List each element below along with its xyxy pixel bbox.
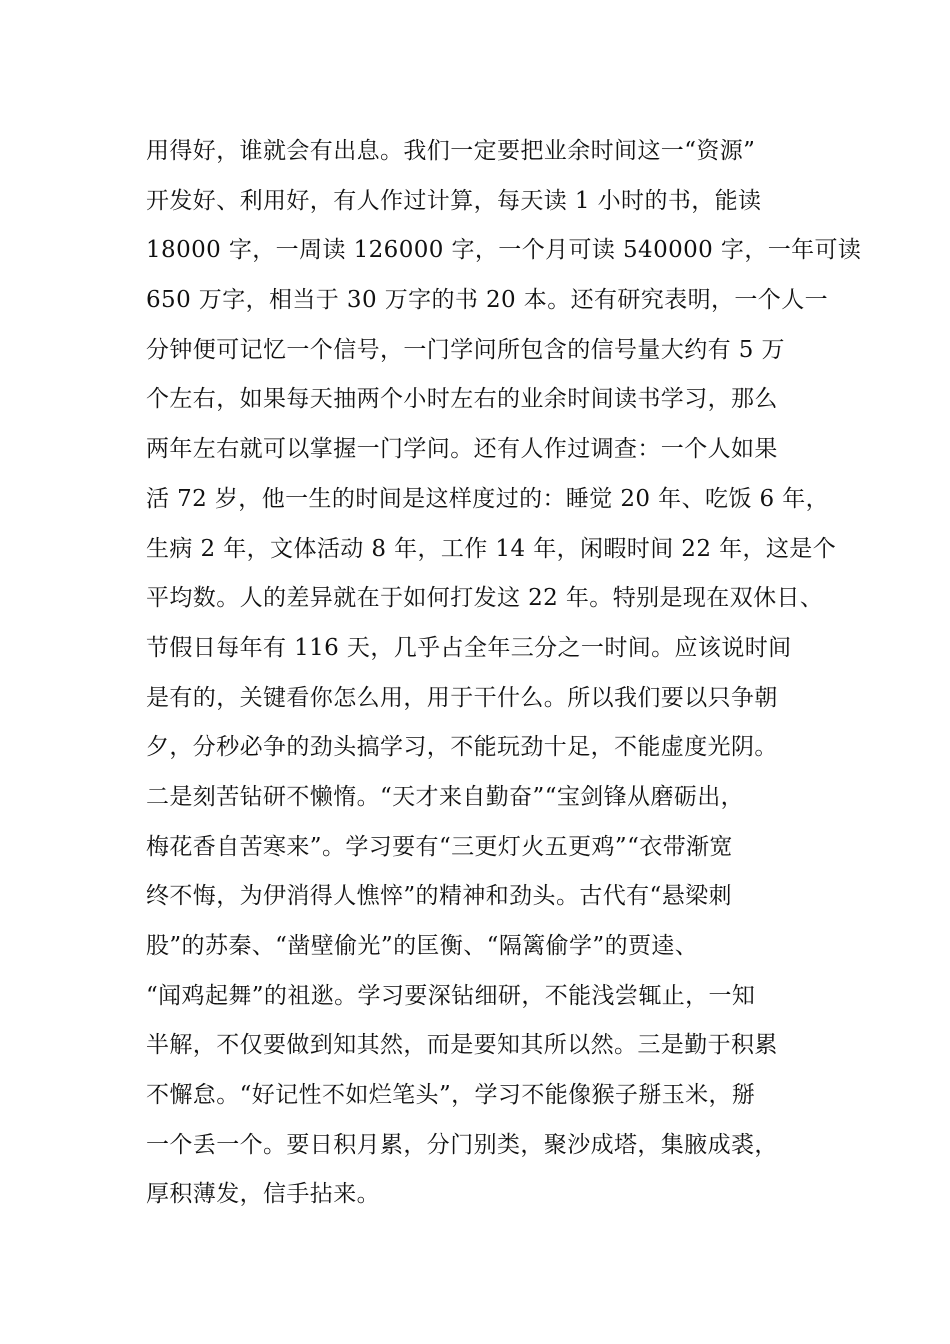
text-line: 开发好、利用好，有人作过计算，每天读 1 小时的书，能读 <box>146 187 762 214</box>
text-line: 股”的苏秦、“凿壁偷光”的匡衡、“隔篱偷学”的贾逵、 <box>146 933 699 959</box>
text-line: 夕，分秒必争的劲头搞学习，不能玩劲十足，不能虚度光阴。 <box>146 734 778 761</box>
text-line: 平均数。人的差异就在于如何打发这 22 年。特别是现在双休日、 <box>146 585 824 612</box>
text-line: 个左右，如果每天抽两个小时左右的业余时间读书学习，那么 <box>146 386 778 413</box>
text-line: 分钟便可记忆一个信号，一门学问所包含的信号量大约有 5 万 <box>146 336 785 363</box>
text-line: 18000 字，一周读 126000 字，一个月可读 540000 字，一年可读 <box>146 237 862 264</box>
text-line: 终不悔，为伊消得人憔悴”的精神和劲头。古代有“悬梁刺 <box>146 883 732 910</box>
text-line: 二是刻苦钻研不懒惰。“天才来自勤奋”“宝剑锋从磨砺出， <box>146 783 745 810</box>
text-line: 厚积薄发，信手拈来。 <box>146 1181 380 1208</box>
text-line: 是有的，关键看你怎么用，用于干什么。所以我们要以只争朝 <box>146 684 778 711</box>
text-line: 生病 2 年，文体活动 8 年，工作 14 年，闲暇时间 22 年，这是个 <box>146 535 837 562</box>
text-line: 节假日每年有 116 天，几乎占全年三分之一时间。应该说时间 <box>146 634 792 661</box>
text-line: 用得好，谁就会有出息。我们一定要把业余时间这一“资源” <box>146 138 756 164</box>
text-line: 不懈怠。“好记性不如烂笔头”，学习不能像猴子掰玉米，掰 <box>146 1082 756 1109</box>
text-line: 650 万字，相当于 30 万字的书 20 本。还有研究表明，一个人一 <box>146 287 828 314</box>
text-line: 梅花香自苦寒来”。学习要有“三更灯火五更鸡”“衣带渐宽 <box>146 833 733 860</box>
text-line: 一个丢一个。要日积月累，分门别类，聚沙成塔，集腋成裘， <box>146 1131 778 1158</box>
text-line: “闻鸡起舞”的祖逖。学习要深钻细研，不能浅尝辄止，一知 <box>146 982 756 1009</box>
text-line: 活 72 岁，他一生的时间是这样度过的：睡觉 20 年、吃饭 6 年， <box>146 485 830 512</box>
body-text <box>146 127 862 1220</box>
text-line: 两年左右就可以掌握一门学问。还有人作过调查：一个人如果 <box>146 436 778 463</box>
text-line: 半解，不仅要做到知其然，而是要知其所以然。三是勤于积累 <box>146 1032 778 1059</box>
